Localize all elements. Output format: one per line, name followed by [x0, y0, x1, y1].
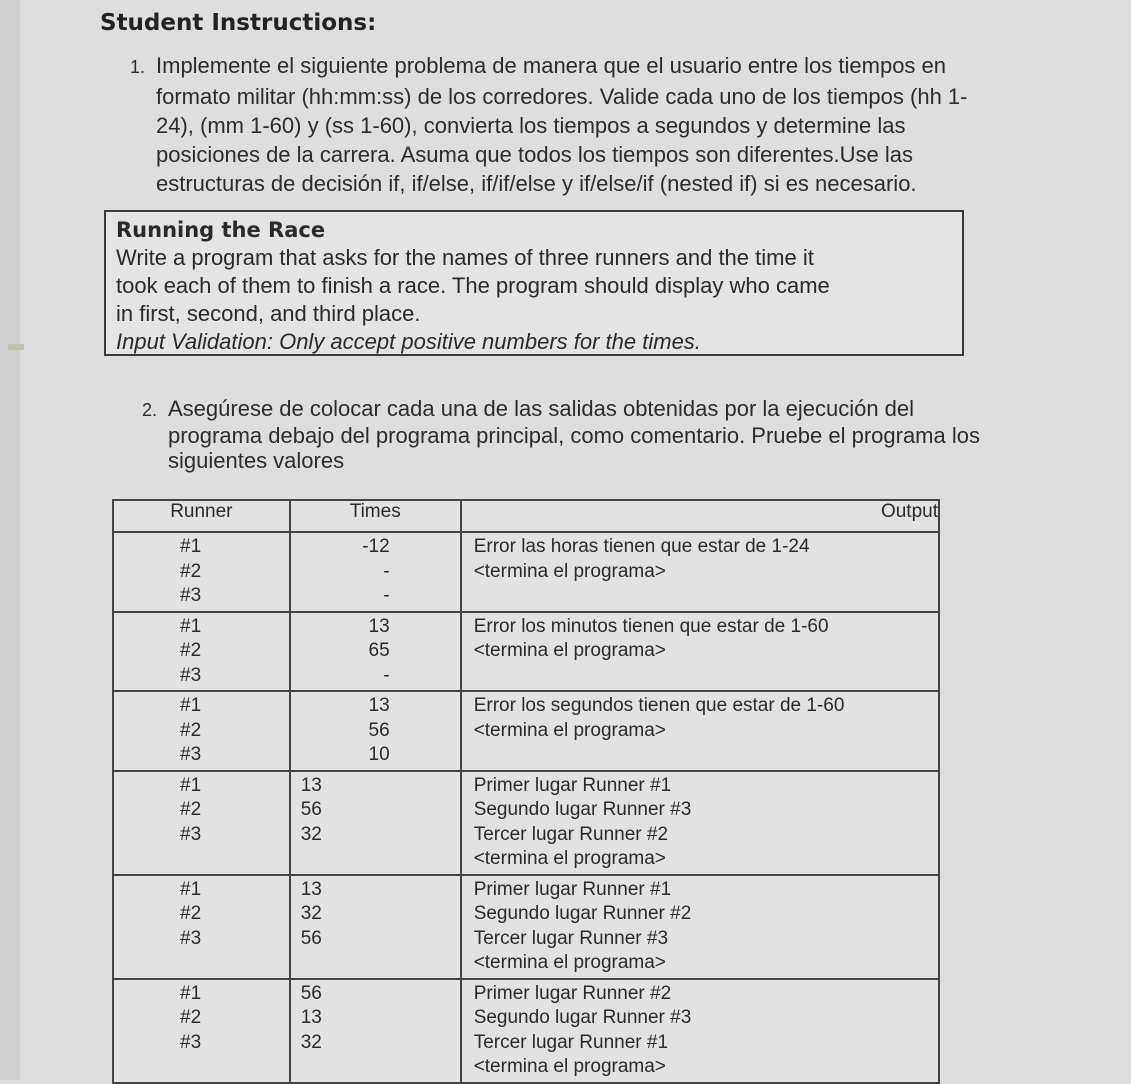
page-marker [8, 344, 24, 350]
output-line: Primer lugar Runner #1 [473, 774, 672, 796]
output-line: <termina el programa> [473, 560, 666, 582]
runner-id: #1 [180, 615, 202, 637]
times-cell [290, 691, 461, 771]
instruction-1-line: 24), (mm 1-60) y (ss 1-60), convierta los tiempos a segundos y determine las [156, 113, 906, 138]
output-line: Primer lugar Runner #1 [473, 878, 672, 900]
output-cell [461, 771, 939, 875]
table-row [113, 771, 939, 875]
instruction-1-line: formato militar (hh:mm:ss) de los corredores. Valide cada uno de los tiempos (hh 1- [156, 84, 968, 109]
output-line: Error los segundos tienen que estar de 1-60 [473, 695, 845, 716]
instruction-1 [130, 51, 1100, 198]
time-value: 32 [300, 1031, 322, 1053]
runner-id: #2 [180, 640, 202, 661]
runner-id: #2 [180, 903, 202, 924]
table-row [113, 612, 939, 692]
output-line: Segundo lugar Runner #3 [473, 799, 692, 820]
runner-id: #1 [180, 982, 202, 1004]
output-line: Error las horas tienen que estar de 1-24 [473, 536, 810, 557]
table-row [113, 691, 939, 771]
runner-id: #2 [180, 719, 202, 741]
output-line: Segundo lugar Runner #3 [473, 1007, 692, 1028]
runner-id: #3 [180, 585, 202, 606]
time-value: 13 [368, 695, 390, 716]
problem-line: Write a program that asks for the names of three runners and the time it [116, 245, 814, 270]
runner-id: #3 [180, 927, 202, 949]
runner-cell [113, 771, 290, 875]
time-value: 32 [300, 823, 322, 845]
runner-id: #1 [180, 878, 202, 900]
instruction-1-line: Implemente el siguiente problema de manera que el usuario entre los tiempos en [156, 53, 947, 78]
runner-id: #3 [180, 1031, 202, 1053]
times-cell [290, 979, 461, 1083]
table-row [113, 979, 939, 1083]
runner-id: #3 [180, 823, 202, 845]
output-cell [461, 979, 939, 1083]
problem-box [104, 210, 964, 356]
time-value: 56 [300, 927, 322, 949]
instruction-2-line: programa debajo del programa principal, como comentario. Pruebe el programa los [168, 423, 980, 448]
times-cell [290, 612, 461, 692]
output-line: <termina el programa> [473, 1056, 666, 1077]
runner-id: #2 [180, 1007, 202, 1028]
instruction-2-number: 2. [142, 400, 158, 420]
output-cell [461, 691, 939, 771]
problem-line: took each of them to finish a race. The program should display who came [116, 273, 830, 298]
input-validation: Input Validation: Only accept positive numbers for the times. [116, 329, 701, 354]
instruction-2-line: siguientes valores [168, 448, 345, 473]
table-header-row [113, 500, 939, 532]
time-value: 56 [368, 719, 390, 741]
runner-cell [113, 691, 290, 771]
output-line: Tercer lugar Runner #3 [473, 927, 669, 949]
time-value: 13 [368, 615, 390, 637]
time-value: 56 [300, 982, 322, 1004]
output-line: Tercer lugar Runner #1 [473, 1031, 669, 1053]
instruction-2-line: Asegúrese de colocar cada una de las salidas obtenidas por la ejecución del [168, 396, 915, 421]
output-cell [461, 612, 939, 692]
runner-id: #1 [180, 536, 202, 557]
runner-id: #2 [180, 560, 202, 582]
output-cell [461, 532, 939, 612]
time-value: -12 [362, 536, 390, 557]
page-title: Student Instructions: [100, 10, 377, 36]
times-cell [290, 771, 461, 875]
runner-cell [113, 612, 290, 692]
runner-cell [113, 532, 290, 612]
runner-cell [113, 875, 290, 979]
instruction-1-number: 1. [130, 57, 146, 77]
time-value: 32 [300, 903, 322, 924]
time-value: 13 [300, 774, 322, 796]
output-line: Primer lugar Runner #2 [473, 982, 672, 1004]
output-line: <termina el programa> [473, 952, 666, 973]
header-output: Output [461, 500, 939, 532]
time-value: 56 [300, 799, 322, 820]
output-line: Error los minutos tienen que estar de 1-60 [473, 615, 829, 637]
output-cell [461, 875, 939, 979]
time-value: - [383, 585, 390, 606]
runner-id: #1 [180, 695, 202, 716]
runner-id: #3 [180, 664, 202, 686]
table-row [113, 532, 939, 612]
time-value: 13 [300, 1007, 322, 1028]
runner-id: #1 [180, 774, 202, 796]
instruction-2 [142, 396, 1102, 473]
time-value: 65 [368, 640, 390, 661]
header-runner: Runner [113, 500, 290, 532]
table-body [113, 532, 939, 1083]
output-line: <termina el programa> [473, 719, 666, 741]
page-edge [0, 0, 20, 1080]
runner-id: #2 [180, 799, 202, 820]
time-value: 13 [300, 878, 322, 900]
time-value: - [383, 560, 390, 582]
runner-id: #3 [180, 744, 202, 765]
output-line: Tercer lugar Runner #2 [473, 823, 669, 845]
table-row [113, 875, 939, 979]
instruction-1-line: estructuras de decisión if, if/else, if/if/else y if/else/if (nested if) si es necesario. [156, 171, 917, 196]
times-cell [290, 532, 461, 612]
instruction-1-line: posiciones de la carrera. Asuma que todos los tiempos son diferentes.Use las [156, 142, 913, 167]
test-values-table [112, 499, 940, 1084]
time-value: 10 [368, 744, 390, 765]
output-line: <termina el programa> [473, 640, 666, 661]
header-times: Times [290, 500, 461, 532]
time-value: - [383, 664, 390, 686]
problem-line: in first, second, and third place. [116, 301, 421, 326]
runner-cell [113, 979, 290, 1083]
problem-title: Running the Race [116, 218, 326, 242]
output-line: <termina el programa> [473, 848, 666, 869]
times-cell [290, 875, 461, 979]
output-line: Segundo lugar Runner #2 [473, 903, 692, 924]
